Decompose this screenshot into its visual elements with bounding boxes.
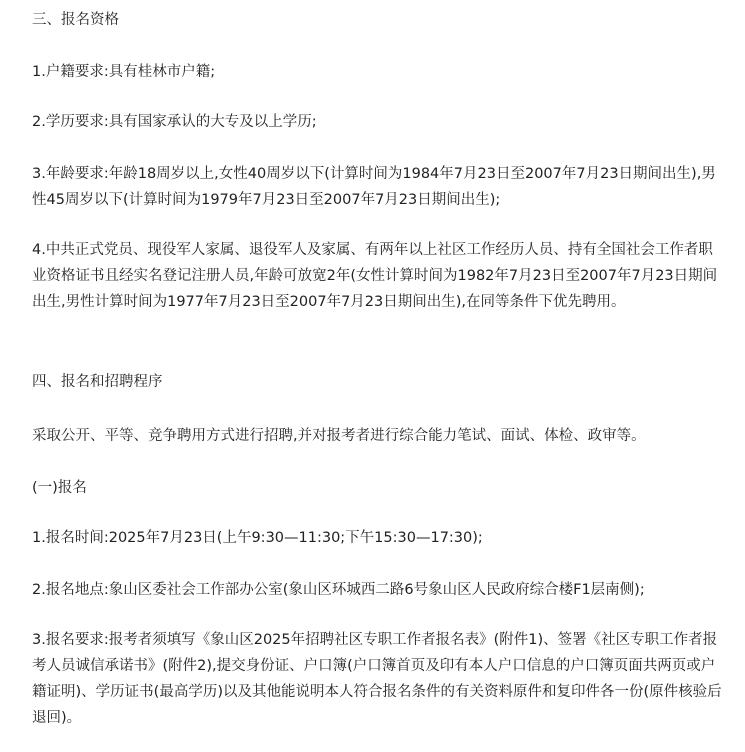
requirement-household: 1.户籍要求:具有桂林市户籍; [32,64,216,80]
registration-location: 2.报名地点:象山区委社会工作部办公室(象山区环城西二路6号象山区人民政府综合楼F1层南侧); [32,582,645,598]
requirement-age-relaxation: 4.中共正式党员、现役军人家属、退役军人及家属、有两年以上社区工作经历人员、持有全国社会工作者职业资格证书且经实名登记注册人员,年龄可放宽2年(女性计算时间为1982年7月23日至2007年7月23日期间出生,男性计算时间为1977年7月23日至2007年7月23日期间出生),在同等条件下优先聘用。 [32,242,718,310]
section-heading-qualifications: 三、报名资格 [32,12,119,28]
registration-time: 1.报名时间:2025年7月23日(上午9:30—11:30;下午15:30—17:30); [32,530,483,546]
subsection-heading-registration: (一)报名 [32,480,87,496]
requirement-education: 2.学历要求:具有国家承认的大专及以上学历; [32,114,317,130]
procedure-description: 采取公开、平等、竞争聘用方式进行招聘,并对报考者进行综合能力笔试、面试、体检、政审等。 [32,428,646,444]
registration-requirements: 3.报名要求:报考者须填写《象山区2025年招聘社区专职工作者报名表》(附件1)、签署《社区专职工作者报考人员诚信承诺书》(附件2),提交身份证、户口簿(户口簿首页及印有本人户口信息的户口簿页面共两页或户籍证明)、学历证书(最高学历)以及其他能说明本人符合报名条件的有关资料原件和复印件各一份(原件核验后退回)。 [32,632,722,726]
requirement-age: 3.年龄要求:年龄18周岁以上,女性40周岁以下(计算时间为1984年7月23日至2007年7月23日期间出生),男性45周岁以下(计算时间为1979年7月23日至2007年7月23日期间出生); [32,166,716,208]
section-heading-procedure: 四、报名和招聘程序 [32,374,163,390]
